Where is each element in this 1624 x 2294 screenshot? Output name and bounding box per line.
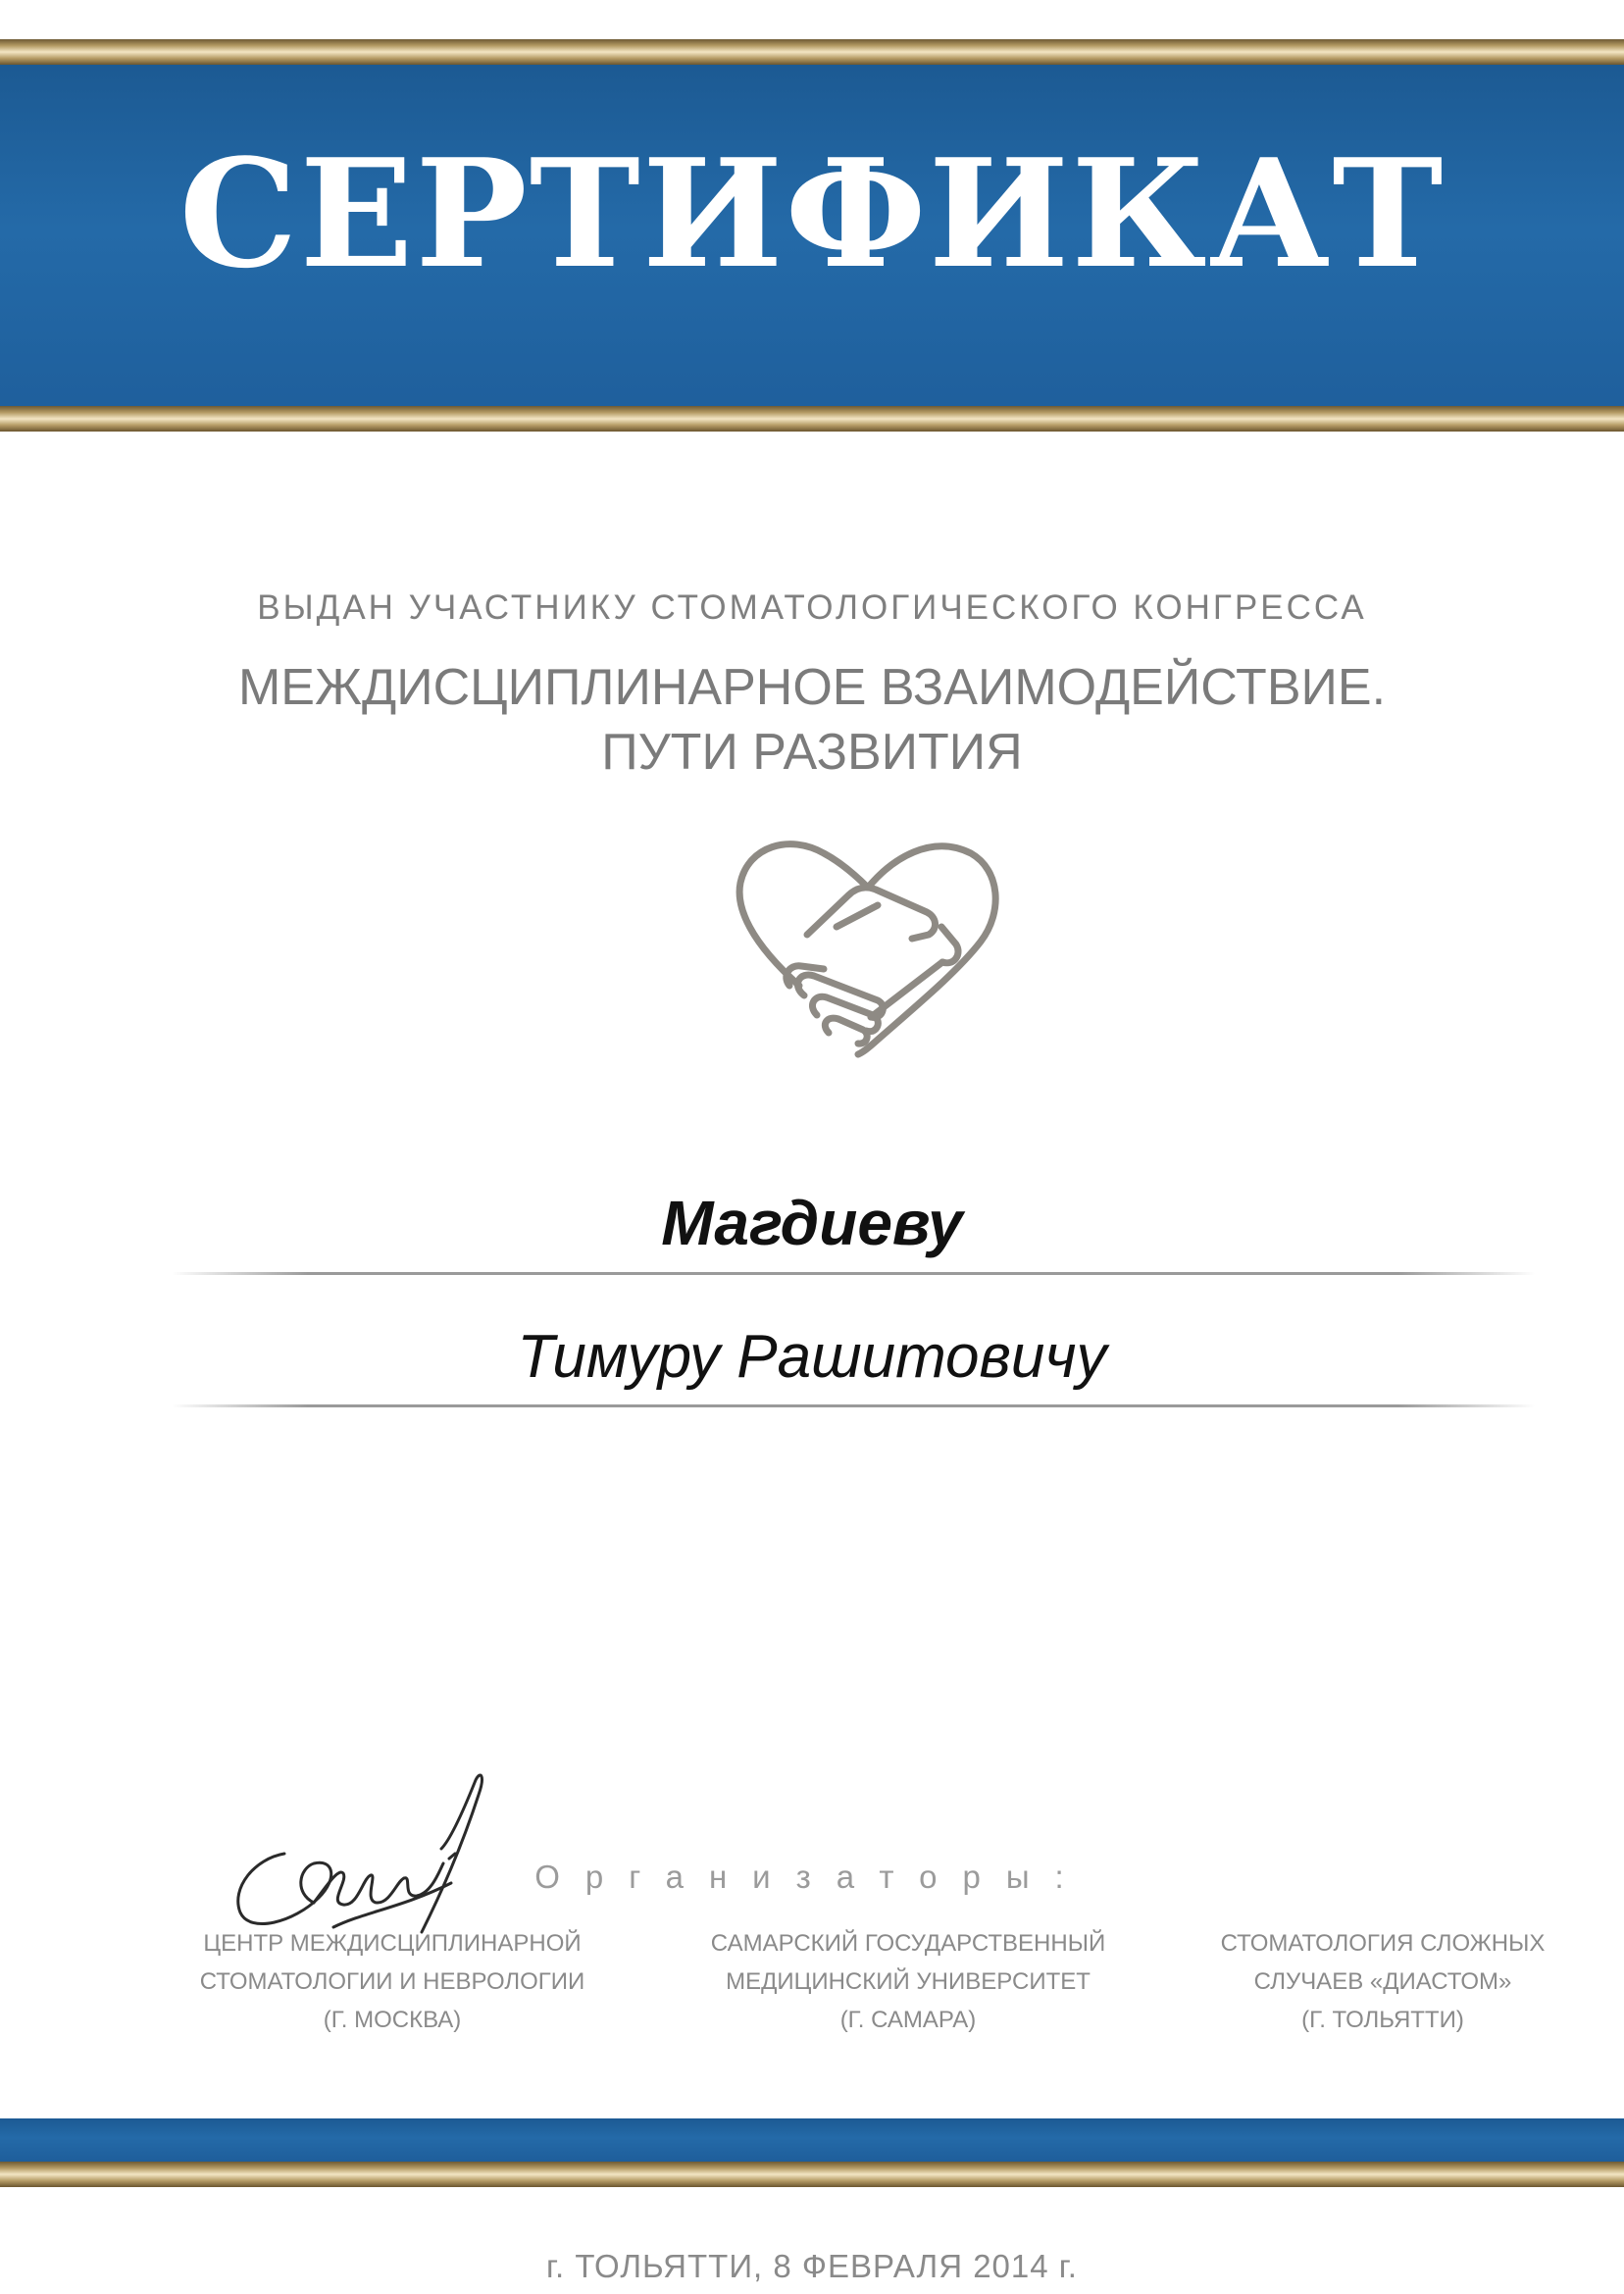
bottom-banner	[0, 2118, 1624, 2187]
top-gold-stripe-lower	[0, 406, 1624, 432]
congress-name-line2: ПУТИ РАЗВИТИЯ	[601, 724, 1023, 781]
organizer-samara	[673, 1924, 1143, 2039]
organizer-city: (Г. ТОЛЬЯТТИ)	[1301, 2007, 1464, 2033]
organizer-city: (Г. МОСКВА)	[323, 2007, 462, 2033]
organizer-line2: СТОМАТОЛОГИИ И НЕВРОЛОГИИ	[199, 1968, 585, 1995]
bottom-gold-stripe	[0, 2162, 1624, 2187]
organizer-line2: СЛУЧАЕВ «ДИАСТОМ»	[1253, 1968, 1512, 1995]
signature	[216, 1765, 510, 1962]
recipient-given-names: Тимуру Рашитовичу	[517, 1323, 1107, 1391]
congress-name	[0, 655, 1624, 785]
heart-handshake-icon	[731, 829, 1005, 1084]
organizer-line1: САМАРСКИЙ ГОСУДАРСТВЕННЫЙ	[710, 1930, 1106, 1957]
organizers-heading: Организаторы:	[534, 1859, 1090, 1895]
recipient-surname: Магдиеву	[661, 1188, 963, 1258]
surname-underline	[172, 1272, 1535, 1275]
organizer-line2: МЕДИЦИНСКИЙ УНИВЕРСИТЕТ	[726, 1968, 1091, 1995]
issued-to-text: ВЫДАН УЧАСТНИКУ СТОМАТОЛОГИЧЕСКОГО КОНГРЕССА	[257, 588, 1367, 627]
top-gold-stripe	[0, 39, 1624, 65]
organizer-line1: СТОМАТОЛОГИЯ СЛОЖНЫХ	[1220, 1930, 1546, 1957]
bottom-blue-band	[0, 2118, 1624, 2162]
place-and-date: г. ТОЛЬЯТТИ, 8 ФЕВРАЛЯ 2014 г.	[546, 2248, 1078, 2284]
certificate-title: СЕРТИФИКАТ	[178, 126, 1446, 301]
congress-name-line1: МЕЖДИСЦИПЛИНАРНОЕ ВЗАИМОДЕЙСТВИЕ.	[237, 659, 1387, 716]
organizer-line1: ЦЕНТР МЕЖДИСЦИПЛИНАРНОЙ	[203, 1930, 582, 1957]
organizer-city: (Г. САМАРА)	[839, 2007, 977, 2033]
organizer-tolyatti	[1147, 1924, 1618, 2039]
given-names-underline	[172, 1404, 1535, 1407]
